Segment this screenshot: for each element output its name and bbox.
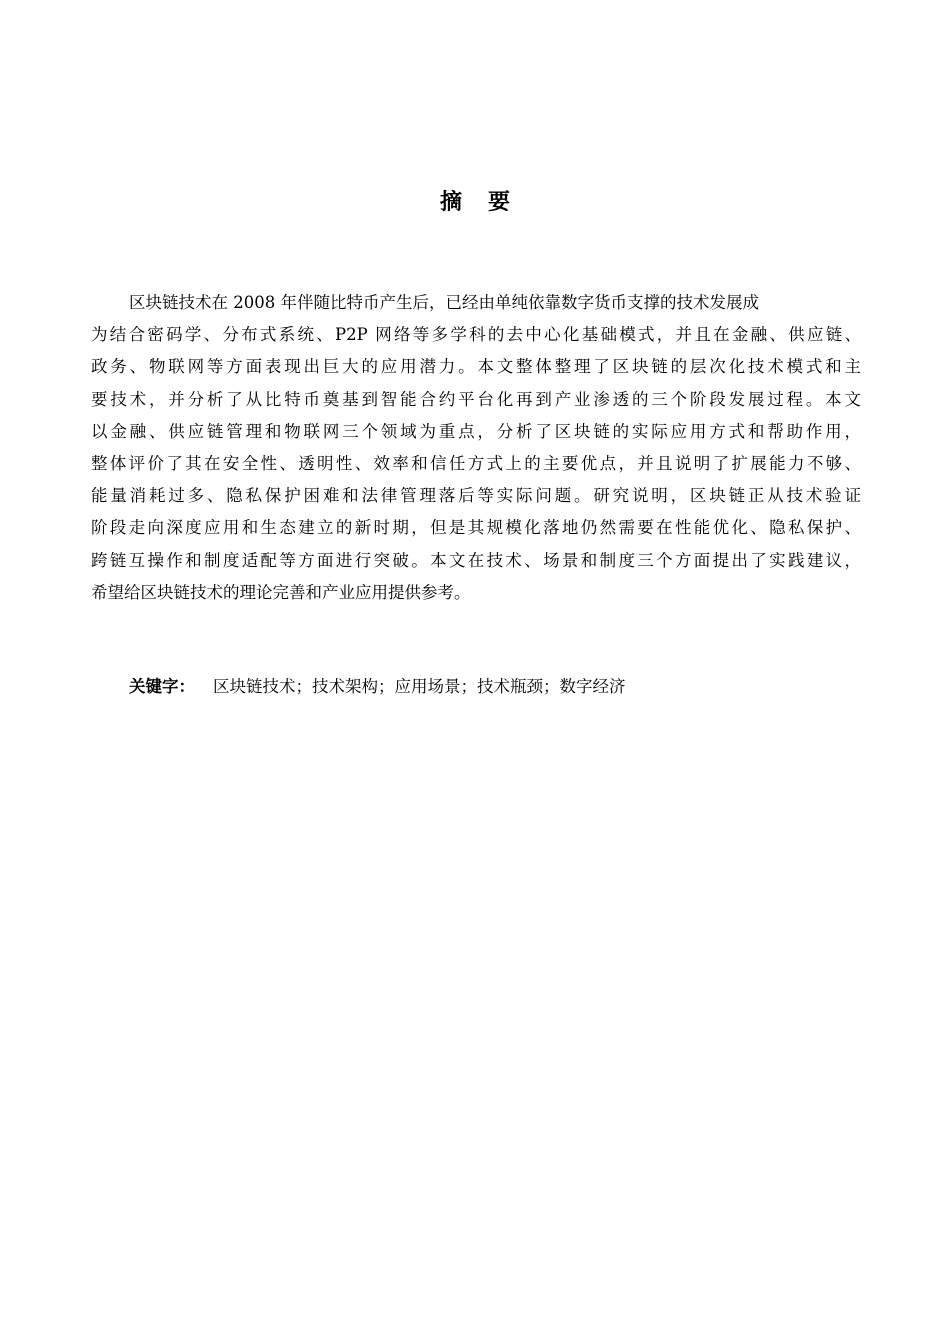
abstract-line: 政务、物联网等方面表现出巨大的应用潜力。本文整体整理了区块链的层次化技术模式和主 <box>91 357 861 377</box>
keywords-label: 关键字： <box>129 677 195 696</box>
abstract-line: 希望给区块链技术的理论完善和产业应用提供参考。 <box>91 582 471 602</box>
abstract-line: 为结合密码学、分布式系统、P2P 网络等多学科的去中心化基础模式，并且在金融、供应链、 <box>91 325 861 345</box>
abstract-body <box>91 287 861 609</box>
abstract-line: 要技术，并分析了从比特币奠基到智能合约平台化再到产业渗透的三个阶段发展过程。本文 <box>91 389 861 409</box>
keywords-section <box>129 672 626 702</box>
abstract-line: 整体评价了其在安全性、透明性、效率和信任方式上的主要优点，并且说明了扩展能力不够、 <box>91 453 861 473</box>
abstract-line: 以金融、供应链管理和物联网三个领域为重点，分析了区块链的实际应用方式和帮助作用， <box>91 421 861 441</box>
abstract-title <box>0 188 950 218</box>
keywords-text: 区块链技术；技术架构；应用场景；技术瓶颈；数字经济 <box>213 677 626 696</box>
abstract-title-char-1: 摘 <box>439 190 462 215</box>
abstract-title-char-2: 要 <box>488 190 511 215</box>
abstract-line: 区块链技术在 2008 年伴随比特币产生后，已经由单纯依靠数字货币支撑的技术发展成 <box>129 293 759 312</box>
abstract-line: 能量消耗过多、隐私保护困难和法律管理落后等实际问题。研究说明，区块链正从技术验证 <box>91 486 861 506</box>
abstract-line: 阶段走向深度应用和生态建立的新时期，但是其规模化落地仍然需要在性能优化、隐私保护、 <box>91 518 861 538</box>
abstract-line: 跨链互操作和制度适配等方面进行突破。本文在技术、场景和制度三个方面提出了实践建议， <box>91 550 861 570</box>
